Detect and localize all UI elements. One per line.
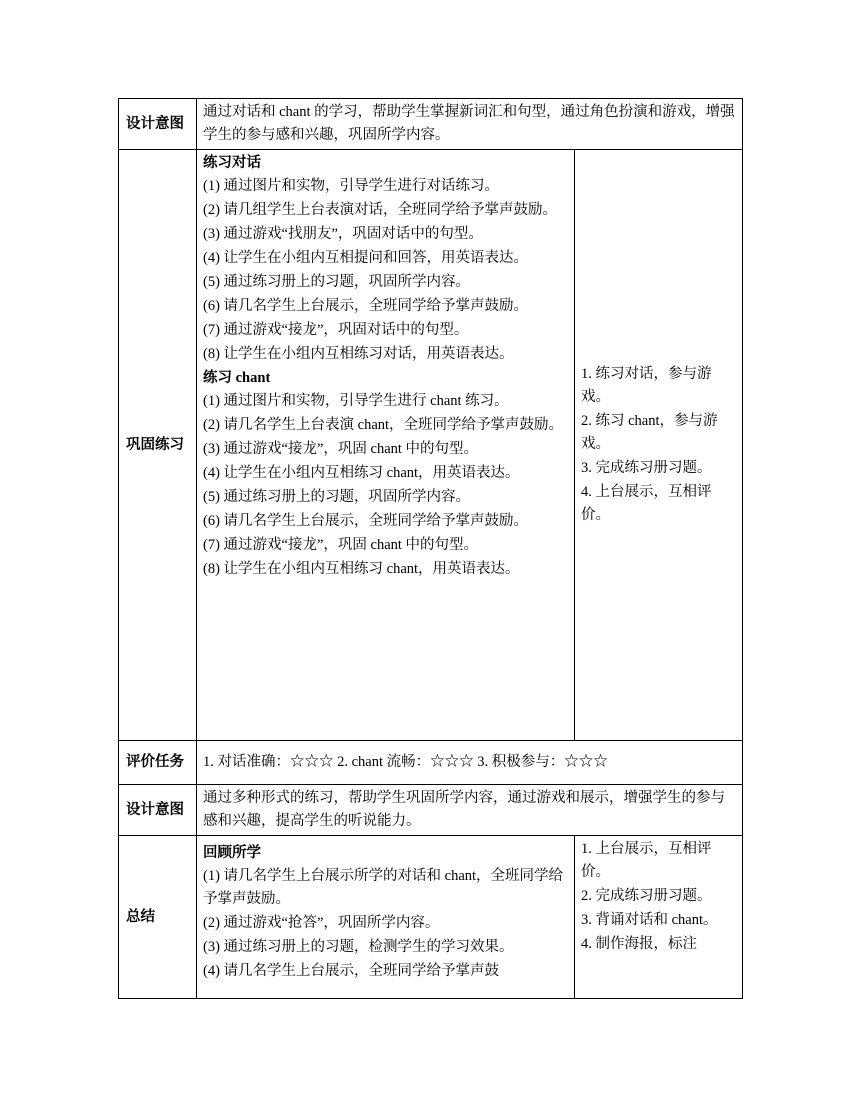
practice-dialogue-item: (6) 请几名学生上台展示，全班同学给予掌声鼓励。	[203, 298, 529, 314]
practice-teacher-activities	[197, 150, 575, 741]
student-activity-item: 2. 练习 chant，参与游戏。	[581, 412, 718, 452]
practice-dialogue-item: (3) 通过游戏“找朋友”，巩固对话中的句型。	[203, 226, 483, 242]
lesson-plan-table	[118, 98, 743, 999]
student-activity-item: 3. 完成练习册习题。	[581, 459, 712, 476]
practice-dialogue-item: (4) 让学生在小组内互相提问和回答，用英语表达。	[203, 250, 529, 266]
design-intent-label: 设计意图	[119, 785, 197, 836]
summary-title: 回顾所学	[203, 845, 261, 861]
summary-item: (1) 请几名学生上台展示所学的对话和 chant，全班同学给予掌声鼓励。	[203, 868, 564, 907]
design-intent-label: 设计意图	[119, 99, 197, 150]
student-activity-item: 1. 上台展示，互相评价。	[581, 841, 712, 880]
practice-chant-title: 练习 chant	[203, 370, 271, 386]
practice-chant-item: (5) 通过练习册上的习题，巩固所学内容。	[203, 489, 471, 505]
design-intent-text: 通过多种形式的练习，帮助学生巩固所学内容，通过游戏和展示，增强学生的参与感和兴趣，提高学生的听说能力。	[197, 785, 743, 836]
practice-chant-item: (3) 通过游戏“接龙”，巩固 chant 中的句型。	[203, 441, 479, 457]
summary-label: 总结	[119, 836, 197, 999]
row-design-intent-2	[119, 785, 743, 836]
practice-chant-item: (7) 通过游戏“接龙”，巩固 chant 中的句型。	[203, 537, 479, 553]
summary-item: (2) 通过游戏“抢答”，巩固所学内容。	[203, 915, 440, 931]
practice-dialogue-item: (7) 通过游戏“接龙”，巩固对话中的句型。	[203, 322, 469, 338]
practice-chant-item: (8) 让学生在小组内互相练习 chant，用英语表达。	[203, 561, 520, 577]
evaluation-label: 评价任务	[119, 741, 197, 785]
row-summary	[119, 836, 743, 999]
row-design-intent-1	[119, 99, 743, 150]
practice-label: 巩固练习	[119, 150, 197, 741]
practice-chant-item: (4) 让学生在小组内互相练习 chant，用英语表达。	[203, 465, 520, 481]
student-activity-item: 1. 练习对话，参与游戏。	[581, 365, 712, 405]
row-practice	[119, 150, 743, 741]
row-evaluation	[119, 741, 743, 785]
evaluation-text: 1. 对话准确：☆☆☆ 2. chant 流畅：☆☆☆ 3. 积极参与：☆☆☆	[197, 741, 743, 785]
student-activity-item: 2. 完成练习册习题。	[581, 888, 712, 904]
practice-chant-item: (1) 通过图片和实物，引导学生进行 chant 练习。	[203, 393, 509, 409]
summary-teacher-activities	[197, 836, 575, 999]
design-intent-text: 通过对话和 chant 的学习，帮助学生掌握新词汇和句型，通过角色扮演和游戏，增强学生的参与感和兴趣，巩固所学内容。	[197, 99, 743, 150]
practice-dialogue-item: (2) 请几组学生上台表演对话，全班同学给予掌声鼓励。	[203, 202, 558, 218]
practice-dialogue-item: (1) 通过图片和实物，引导学生进行对话练习。	[203, 178, 500, 194]
practice-dialogue-item: (5) 通过练习册上的习题，巩固所学内容。	[203, 274, 471, 290]
practice-chant-item: (2) 请几名学生上台表演 chant，全班同学给予掌声鼓励。	[203, 417, 564, 433]
practice-chant-item: (6) 请几名学生上台展示，全班同学给予掌声鼓励。	[203, 513, 529, 529]
student-activity-item: 4. 制作海报，标注	[581, 936, 697, 952]
practice-dialogue-item: (8) 让学生在小组内互相练习对话，用英语表达。	[203, 346, 514, 362]
summary-student-activities	[575, 836, 743, 999]
student-activity-item: 3. 背诵对话和 chant。	[581, 912, 718, 928]
summary-item: (4) 请几名学生上台展示，全班同学给予掌声鼓	[203, 963, 500, 979]
practice-dialogue-title: 练习对话	[203, 155, 261, 171]
summary-item: (3) 通过练习册上的习题，检测学生的学习效果。	[203, 939, 514, 955]
student-activity-item: 4. 上台展示，互相评价。	[581, 483, 712, 523]
practice-student-activities	[575, 150, 743, 741]
